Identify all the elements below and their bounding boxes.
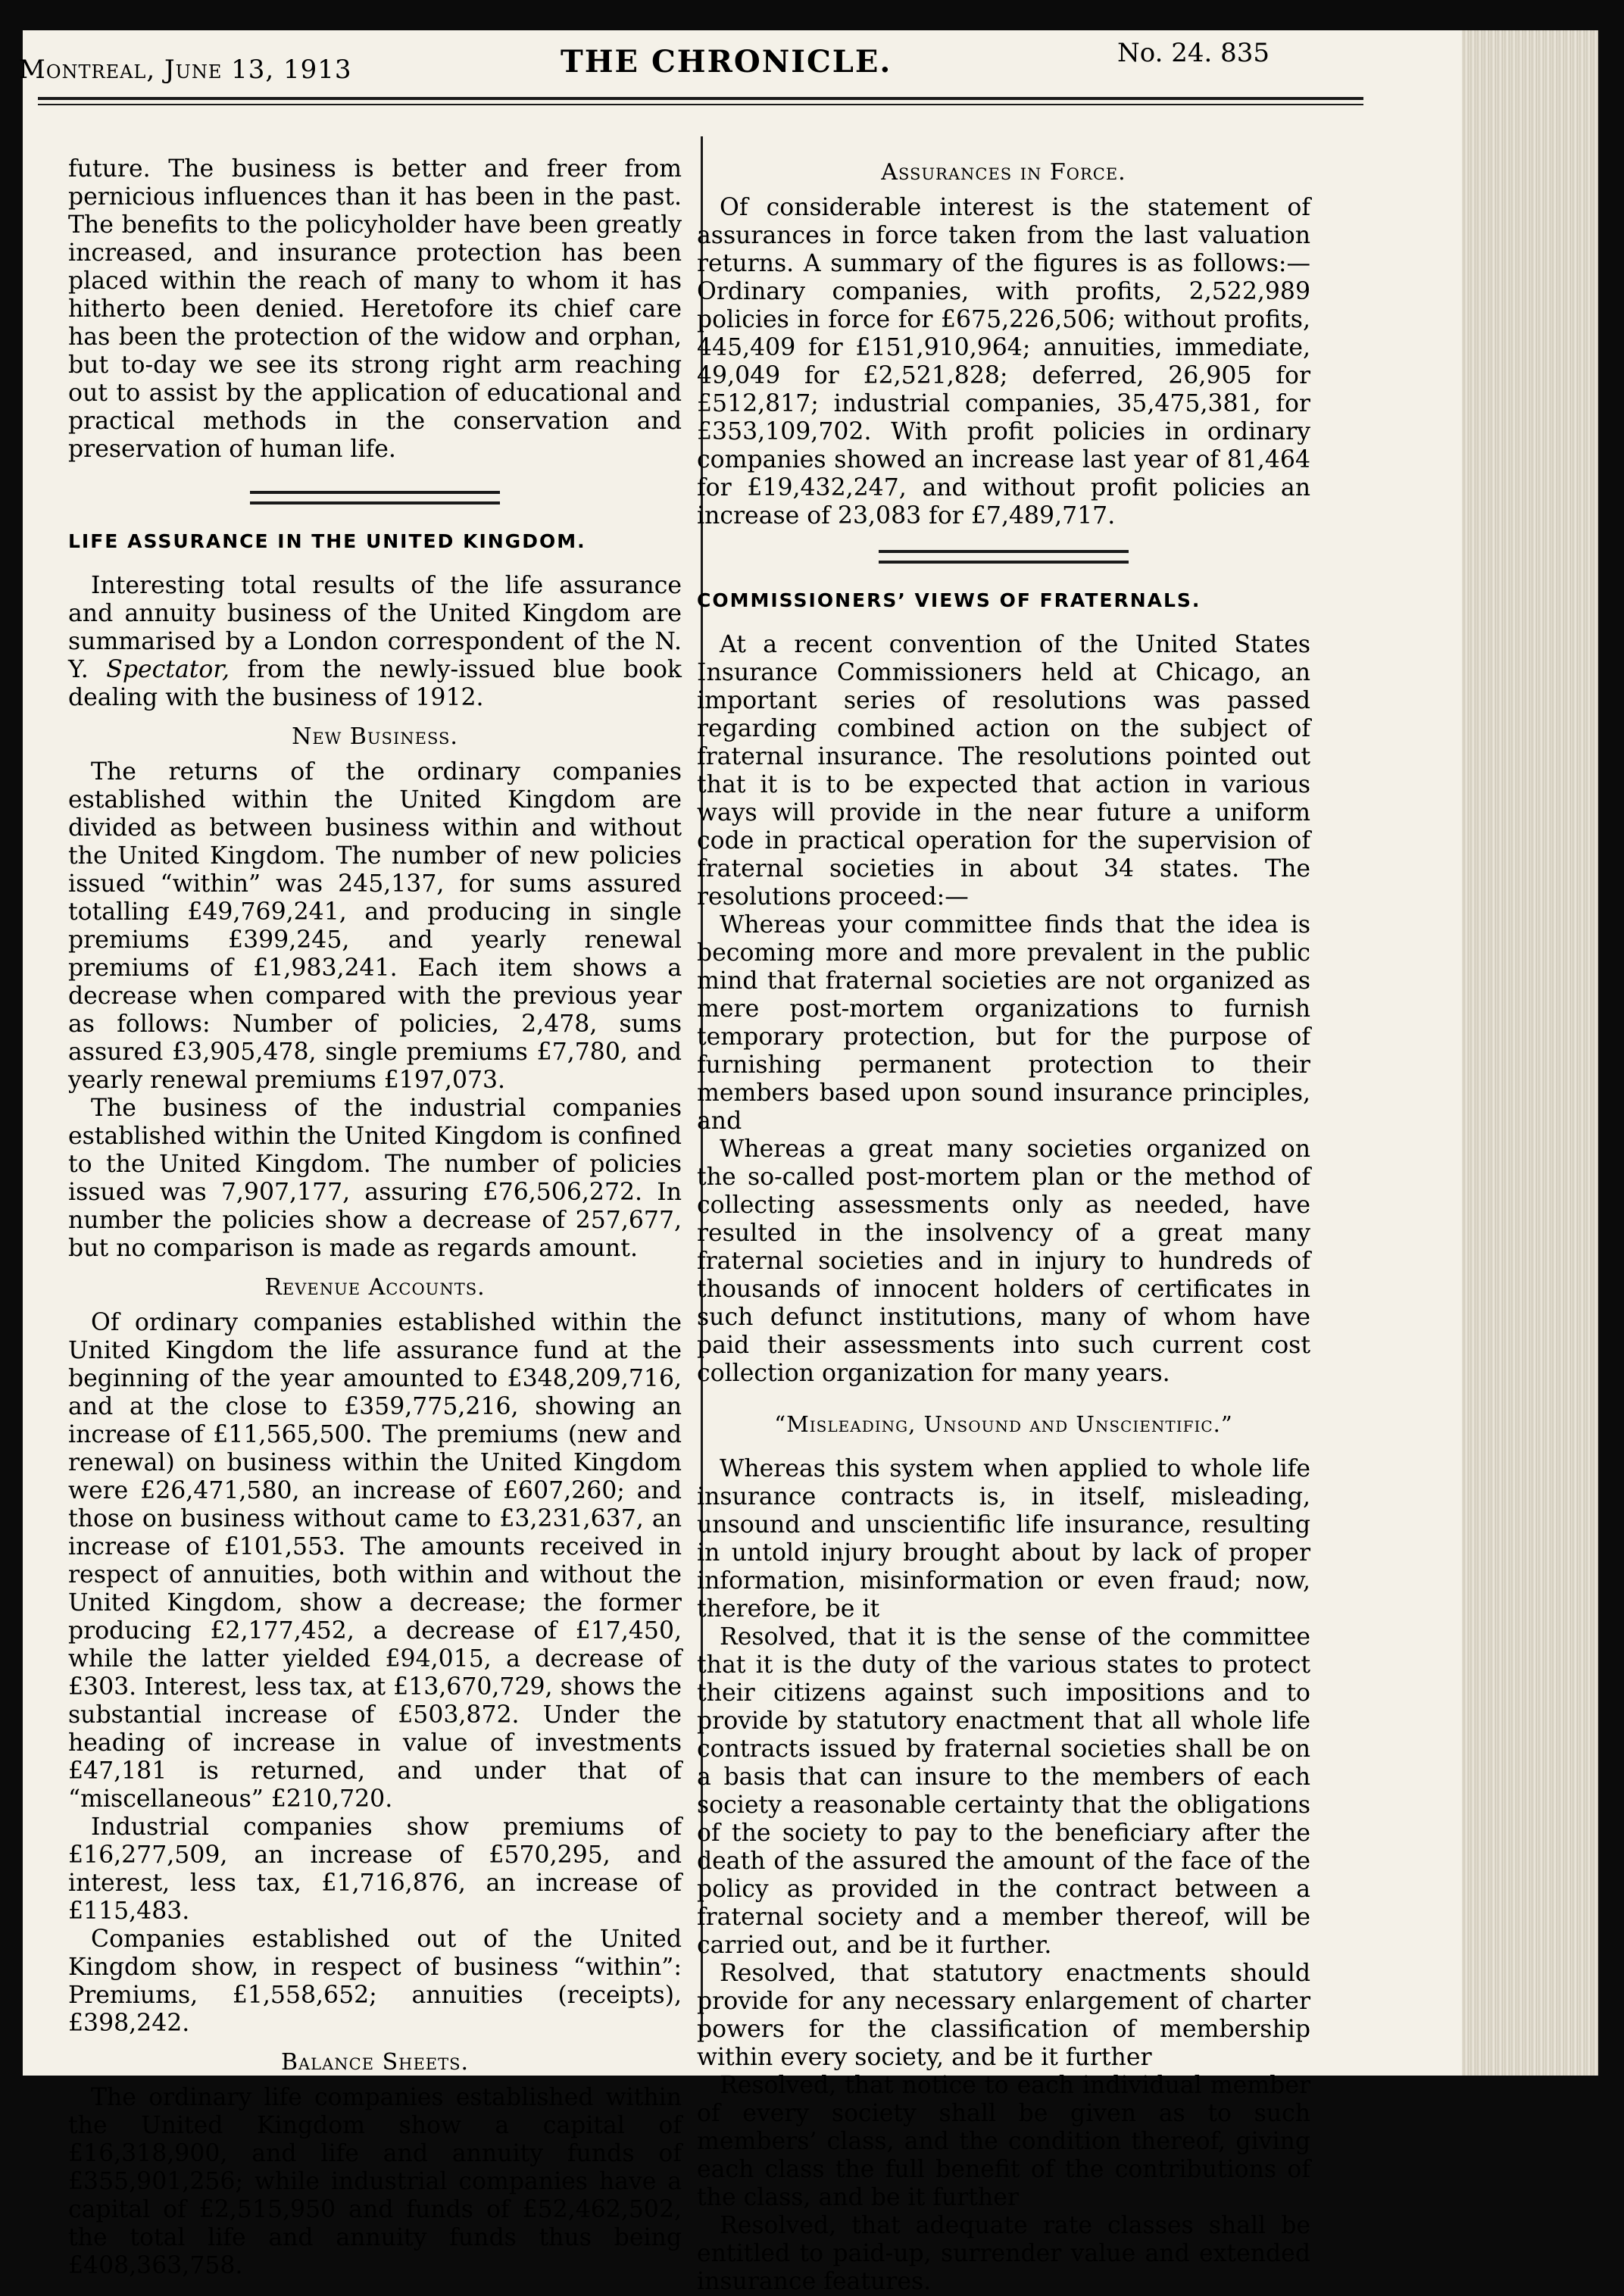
subheading-assurances-in-force: Assurances in Force.: [881, 159, 1126, 186]
resolution-paragraph: Whereas this system when applied to whole life insurance contracts is, in itself, misleading, unsound and unscientific life insurance, resulting in untold injury brought about by lack of proper information, misinformation or even fraud; now, therefore, be it: [697, 1455, 1310, 1623]
resolution-paragraph: Whereas a great many societies organized on the so-called post-mortem plan or the method of collecting assessments only as needed, have resulted in the insolvency of a great many fraternal societies and in injury to hundreds of thousands of innocent holders of certificates in such defunct institutions, many of whom have paid their assessments into such current cost collection organization for many years.: [697, 1136, 1310, 1387]
section-divider: [879, 550, 1129, 564]
article-paragraph: Of considerable interest is the statement of assurances in force taken from the last valuation returns. A summary of the figures is as follows:—Ordinary companies, with profits, 2,522,989 policies in force for £675,226,506; without profits, 445,409 for £151,910,964; annuities, immediate, 49,049 for £2,521,828; deferred, 26,905 for £512,817; industrial companies, 35,475,381, for £353,109,702. With profit policies in ordinary companies showed an increase last year of 81,464 for £19,432,247, and without profit policies an increase of 23,083 for £7,489,717.: [697, 194, 1310, 529]
article-paragraph: Of ordinary companies established within the United Kingdom the life assurance fund at the beginning of the year amounted to £348,209,716, and at the close to £359,775,216, showing an increase of £11,565,500. The premiums (new and renewal) on business within the United Kingdom were £26,471,580, an increase of £607,260; and those on business without came to £3,231,637, an increase of £101,553. The amounts received in respect of annuities, both within and without the United Kingdom, show a decrease; the former producing £2,177,452, a decrease of £17,450, while the latter yielded £94,015, a decrease of £303. Interest, less tax, at £13,670,729, shows the substantial increase of £503,872. Under the heading of increase in value of investments £47,181 is returned, and under that of “miscellaneous” £210,720.: [68, 1309, 682, 1813]
resolution-paragraph: Whereas your committee finds that the idea is becoming more and more prevalent in the public mind that fraternal societies are not organized as mere post-mortem organizations to furnish temporary protection, but for the purpose of furnishing permanent protection to their members based upon sound insurance principles, and: [697, 911, 1310, 1135]
article-paragraph: Industrial companies show premiums of £16,277,509, an increase of £570,295, and interest, less tax, £1,716,876, an increase of £115,483.: [68, 1813, 682, 1925]
resolution-paragraph: Resolved, that it is the sense of the committee that it is the duty of the various states to protect their citizens against such impositions and to provide by statutory enactment that all whole life contracts issued by fraternal societies shall be on a basis that can insure to the members of each society a reasonable certainty that the obligations of the society to pay to the beneficiary after the death of the assured the amount of the face of the policy as provided in the contract between a fraternal society and a member thereof, will be carried out, and be it further.: [697, 1623, 1310, 1959]
left-column: [68, 155, 682, 2280]
subheading-misleading: “Misleading, Unsound and Unscientific.”: [774, 1411, 1233, 1437]
article-paragraph: Companies established out of the United Kingdom show, in respect of business “within”: Premiums, £1,558,652; annuities (receipts), £398,242.: [68, 1926, 682, 2037]
subheading-revenue-accounts: Revenue Accounts.: [264, 1274, 486, 1301]
issue-page-number: No. 24. 835: [1117, 38, 1270, 68]
book-page-edges: [1462, 30, 1598, 2076]
resolution-paragraph: Resolved, that notice to each individual member of every society shall be given as to such members’ class, and the condition thereof, giving each class the full benefit of the contributions of the class, and be it further: [697, 2072, 1310, 2211]
header-rule: [38, 97, 1363, 100]
article-paragraph: The returns of the ordinary companies established within the United Kingdom are divided as between business within and without the United Kingdom. The number of new policies issued “within” was 245,137, for sums assured totalling £49,769,241, and producing in single premiums £399,245, and yearly renewal premiums of £1,983,241. Each item shows a decrease when compared with the previous year as follows: Number of policies, 2,478, sums assured £3,905,478, single premiums £7,780, and yearly renewal premiums £197,073.: [68, 758, 682, 1094]
article-paragraph: At a recent convention of the United States Insurance Commissioners held at Chicago, an important series of resolutions was passed regarding combined action on the subject of fraternal insurance. The resolutions pointed out that it is to be expected that action in various ways will provide in the near future a uniform code in practical operation for the supervision of fraternal societies in about 34 states. The resolutions proceed:—: [697, 631, 1310, 911]
masthead-title: THE CHRONICLE.: [561, 44, 892, 80]
article-heading-fraternals: COMMISSIONERS’ VIEWS OF FRATERNALS.: [697, 589, 1201, 611]
header-rule-thin: [38, 104, 1363, 105]
article-paragraph: [68, 572, 682, 712]
text-span: Interesting total results of the life assurance and annuity business of the United Kingdom are summarised by a London correspondent of the N. Y.: [68, 572, 682, 683]
article-paragraph: The business of the industrial companies established within the United Kingdom is confined to the United Kingdom. The number of policies issued was 7,907,177, assuring £76,506,272. In number the policies show a decrease of 257,677, but no comparison is made as regards amount.: [68, 1095, 682, 1262]
text-span: from the newly-issued blue book dealing with the business of 1912.: [68, 656, 682, 711]
intro-paragraph: future. The business is better and freer from pernicious influences than it has been in the past. The benefits to the policyholder have been greatly increased, and insurance protection has been placed within the reach of many to whom it has hitherto been denied. Heretofore its chief care has been the protection of the widow and orphan, but to-day we see its strong right arm reaching out to assist by the application of educational and practical methods in the conservation and preservation of human life.: [68, 155, 682, 463]
subheading-new-business: New Business.: [292, 723, 458, 750]
resolution-paragraph: Resolved, that statutory enactments should provide for any necessary enlargement of charter powers for the classification of membership within every society, and be it further: [697, 1960, 1310, 2071]
resolution-paragraph: Resolved, that adequate rate classes shall be entitled to paid-up, surrender value and extended insurance features.: [697, 2212, 1310, 2295]
section-divider: [250, 491, 500, 504]
article-heading-life-assurance: LIFE ASSURANCE IN THE UNITED KINGDOM.: [68, 530, 586, 552]
dateline: Montreal, June 13, 1913: [19, 55, 352, 85]
subheading-balance-sheets: Balance Sheets.: [280, 2049, 470, 2076]
publication-name: Spectator,: [106, 656, 230, 683]
right-column: [697, 148, 1310, 2296]
article-paragraph: The ordinary life companies established within the United Kingdom show a capital of £16,318,900, and life and annuity funds of £355,901,256; while industrial companies have a capital of £2,515,950 and funds of £52,462,502, the total life and annuity funds thus being £408,363,758.: [68, 2084, 682, 2279]
